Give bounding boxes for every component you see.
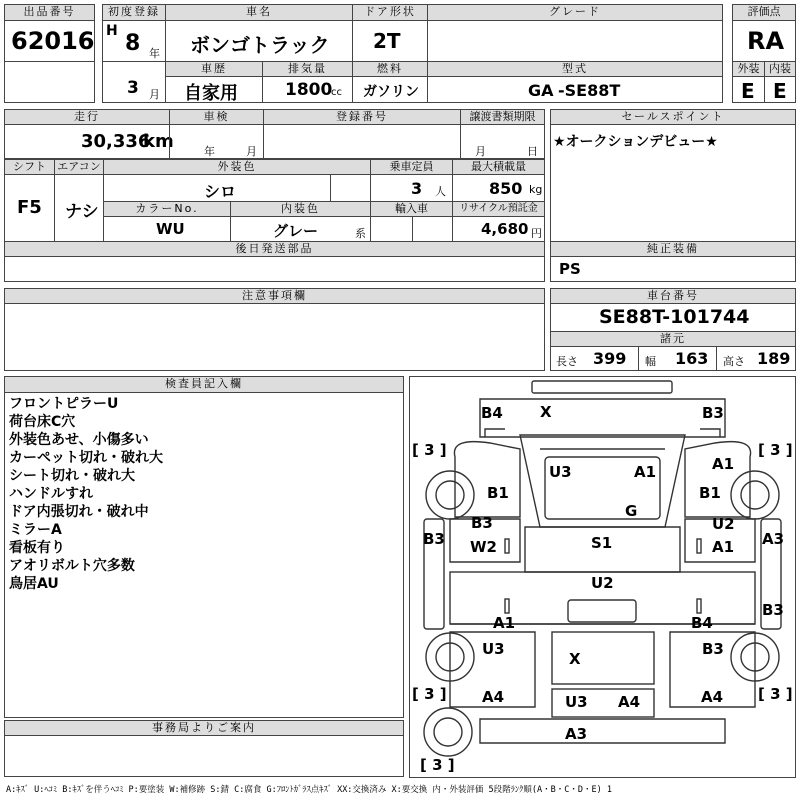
grade-cell bbox=[427, 20, 723, 62]
fuel: ガソリン bbox=[363, 84, 419, 100]
dmg-a4-rear-right: A4 bbox=[701, 688, 724, 706]
remark-line: シート切れ・破れ大 bbox=[9, 468, 135, 484]
height-cell bbox=[716, 346, 796, 371]
sales-point: ★オークションデビュー★ bbox=[553, 134, 718, 150]
max-load-cell bbox=[452, 174, 545, 202]
remark-line: ハンドルすれ bbox=[9, 486, 93, 502]
capacity-unit: 人 bbox=[435, 185, 446, 198]
max-load-unit: kg bbox=[529, 183, 543, 196]
aircon-header: エアコン bbox=[54, 159, 104, 175]
sales-point-header: セールスポイント bbox=[550, 109, 796, 125]
grade-header: グレード bbox=[427, 4, 723, 21]
fuel-header: 燃料 bbox=[352, 61, 428, 77]
ext-color-cell bbox=[103, 174, 331, 202]
dmg-a3-bumper: A3 bbox=[565, 725, 588, 743]
exterior-grade-cell bbox=[732, 76, 765, 103]
dmg-b3-top: B3 bbox=[702, 404, 724, 422]
inspection-month-unit: 月 bbox=[246, 145, 257, 158]
interior-header: 内装 bbox=[764, 61, 796, 77]
tire-rl: [ 3 ] bbox=[412, 685, 447, 703]
length-label: 長さ bbox=[556, 355, 578, 368]
dmg-b3-left-door: B3 bbox=[471, 514, 493, 532]
mileage-unit: km bbox=[143, 131, 174, 152]
remark-line: ドア内張切れ・破れ中 bbox=[9, 504, 149, 520]
first-reg-month: 3 bbox=[127, 78, 139, 98]
chassis-no: SE88T-101744 bbox=[599, 306, 750, 328]
recycle-unit: 円 bbox=[531, 227, 542, 240]
mileage-header: 走行 bbox=[4, 109, 170, 125]
color-no: WU bbox=[156, 220, 185, 238]
tire-rr: [ 3 ] bbox=[758, 685, 793, 703]
chassis-no-cell bbox=[550, 303, 796, 332]
ext-color-header: 外装色 bbox=[103, 159, 371, 175]
ext-color-extra bbox=[330, 174, 371, 202]
car-name-cell bbox=[165, 20, 353, 62]
lot-no-blank bbox=[4, 61, 95, 103]
displacement-unit: cc bbox=[331, 87, 342, 98]
interior-grade-cell bbox=[764, 76, 796, 103]
model-header: 型式 bbox=[427, 61, 723, 77]
dmg-b1-right: B1 bbox=[699, 484, 721, 502]
remark-line: カーペット切れ・破れ大 bbox=[9, 450, 163, 466]
month-unit: 月 bbox=[149, 88, 160, 101]
remark-line: 外装色あせ、小傷多い bbox=[9, 432, 149, 448]
dmg-g: G bbox=[625, 502, 638, 520]
dmg-s1: S1 bbox=[591, 534, 613, 552]
fuel-cell bbox=[352, 76, 428, 103]
model-cell bbox=[427, 76, 723, 103]
dmg-u3-gate: U3 bbox=[565, 693, 588, 711]
era: H bbox=[106, 23, 118, 39]
import-cell-b bbox=[412, 216, 453, 242]
dmg-b4-top: B4 bbox=[481, 404, 503, 422]
recycle-cell bbox=[452, 216, 545, 242]
import-header: 輸入車 bbox=[370, 201, 453, 217]
legend: A:ｷｽﾞ U:ﾍｺﾐ B:ｷｽﾞを伴うﾍｺﾐ P:要塗装 W:補修跡 S:錆 C:腐食 G:ﾌﾛﾝﾄｶﾞﾗｽ点ｷｽﾞ XX:交換済み X:要交換 内・外装評価 5段階ﾗﾝｸ順(A・B・C・D・E) 1 bbox=[6, 785, 612, 795]
dmg-x-top: X bbox=[540, 403, 552, 421]
int-color-cell bbox=[230, 216, 371, 242]
dmg-u2-center: U2 bbox=[591, 574, 614, 592]
color-no-cell bbox=[103, 216, 231, 242]
dmg-a1-roof: A1 bbox=[634, 463, 657, 481]
history-header: 車歴 bbox=[165, 61, 263, 77]
shift: F5 bbox=[17, 197, 42, 218]
capacity-cell bbox=[370, 174, 453, 202]
office-cell bbox=[4, 735, 404, 777]
first-reg-cell bbox=[102, 20, 166, 62]
capacity: 3 bbox=[411, 179, 423, 198]
interior-grade: E bbox=[773, 79, 787, 103]
dmg-b3-rear: B3 bbox=[702, 640, 724, 658]
dmg-a3-right-side: A3 bbox=[762, 530, 785, 548]
inspector-cell bbox=[4, 392, 404, 718]
tire-fr: [ 3 ] bbox=[758, 441, 793, 459]
later-parts-cell bbox=[4, 256, 545, 282]
remark-line: ミラーA bbox=[9, 522, 62, 538]
month-cell bbox=[102, 61, 166, 103]
genuine-equip: PS bbox=[559, 260, 581, 278]
dmg-b4-bed: B4 bbox=[691, 614, 713, 632]
aircon-cell bbox=[54, 174, 104, 242]
dmg-b3-left-side: B3 bbox=[423, 530, 445, 548]
capacity-header: 乗車定員 bbox=[370, 159, 453, 175]
door-type-header: ドア形状 bbox=[352, 4, 428, 21]
max-load-header: 最大積載量 bbox=[452, 159, 545, 175]
dmg-u3-roof: U3 bbox=[549, 463, 572, 481]
length: 399 bbox=[593, 349, 627, 368]
inspection-cell bbox=[169, 124, 264, 159]
mileage: 30,336 bbox=[81, 131, 151, 152]
displacement: 1800 bbox=[285, 80, 333, 100]
dimensions-header: 諸元 bbox=[550, 331, 796, 347]
first-reg-year: 8 bbox=[125, 31, 141, 56]
dmg-a1-bed: A1 bbox=[493, 614, 516, 632]
first-reg-header: 初度登録 bbox=[102, 4, 166, 21]
int-color-suffix: 系 bbox=[355, 227, 366, 240]
remark-line: 荷台床C穴 bbox=[9, 414, 76, 430]
dmg-w2: W2 bbox=[470, 538, 497, 556]
sales-point-cell bbox=[550, 124, 796, 242]
max-load: 850 bbox=[489, 179, 523, 198]
transfer-day-unit: 日 bbox=[527, 145, 538, 158]
color-no-header: カラーNo. bbox=[103, 201, 231, 217]
notes-header: 注意事項欄 bbox=[4, 288, 545, 304]
lot-no-header: 出品番号 bbox=[4, 4, 95, 21]
width-label: 幅 bbox=[645, 355, 656, 368]
car-name-header: 車名 bbox=[165, 4, 353, 21]
remark-line: 鳥居AU bbox=[9, 576, 59, 592]
displacement-header: 排気量 bbox=[262, 61, 353, 77]
height-label: 高さ bbox=[723, 355, 745, 368]
exterior-grade: E bbox=[741, 79, 755, 103]
later-parts-header: 後日発送部品 bbox=[4, 241, 545, 257]
tire-fl: [ 3 ] bbox=[412, 441, 447, 459]
mileage-cell bbox=[4, 124, 174, 159]
dmg-a4-rear-left: A4 bbox=[482, 688, 505, 706]
door-type-cell bbox=[352, 20, 428, 62]
lot-no-cell bbox=[4, 20, 95, 62]
shift-header: シフト bbox=[4, 159, 55, 175]
model-prefix: GA bbox=[528, 81, 554, 100]
recycle: 4,680 bbox=[481, 220, 529, 238]
dmg-b1-left: B1 bbox=[487, 484, 509, 502]
reg-no-cell bbox=[263, 124, 461, 159]
history-cell bbox=[165, 76, 263, 103]
ext-color: シロ bbox=[204, 182, 237, 201]
score-header: 評価点 bbox=[732, 4, 796, 21]
remark-line: アオリボルト穴多数 bbox=[9, 558, 135, 574]
dmg-u2-right: U2 bbox=[712, 515, 735, 533]
genuine-equip-header: 純正装備 bbox=[550, 241, 796, 257]
int-color: グレー bbox=[273, 222, 319, 240]
genuine-equip-cell bbox=[550, 256, 796, 282]
remark-line: フロントピラーU bbox=[9, 396, 119, 412]
length-cell bbox=[550, 346, 639, 371]
dmg-a4-gate: A4 bbox=[618, 693, 641, 711]
import-cell-a bbox=[370, 216, 413, 242]
aircon: ナシ bbox=[65, 202, 99, 222]
inspector-header: 検査員記入欄 bbox=[4, 376, 404, 393]
inspection-header: 車検 bbox=[169, 109, 264, 125]
lot-no: 62016 bbox=[11, 27, 95, 55]
dmg-b3-right-side: B3 bbox=[762, 601, 784, 619]
door-type: 2T bbox=[373, 29, 401, 53]
transfer-cell bbox=[460, 124, 545, 159]
exterior-header: 外装 bbox=[732, 61, 765, 77]
history: 自家用 bbox=[184, 83, 238, 104]
inspection-year-unit: 年 bbox=[204, 145, 215, 158]
dmg-u3-rear: U3 bbox=[482, 640, 505, 658]
height: 189 bbox=[757, 349, 791, 368]
score-cell bbox=[732, 20, 796, 62]
chassis-no-header: 車台番号 bbox=[550, 288, 796, 304]
year-unit: 年 bbox=[149, 47, 160, 60]
car-name: ボンゴトラック bbox=[190, 33, 330, 57]
dmg-x-center: X bbox=[569, 650, 581, 668]
recycle-header: リサイクル預託金 bbox=[452, 201, 545, 217]
remark-line: 看板有り bbox=[9, 540, 65, 556]
office-header: 事務局よりご案内 bbox=[4, 720, 404, 736]
int-color-header: 内装色 bbox=[230, 201, 371, 217]
transfer-month-unit: 月 bbox=[475, 145, 486, 158]
transfer-header: 譲渡書類期限 bbox=[460, 109, 545, 125]
reg-no-header: 登録番号 bbox=[263, 109, 461, 125]
displacement-cell bbox=[262, 76, 353, 103]
model: -SE88T bbox=[558, 81, 621, 100]
dmg-a1-fender: A1 bbox=[712, 455, 735, 473]
width-cell bbox=[638, 346, 717, 371]
damage-diagram bbox=[409, 376, 796, 778]
score: RA bbox=[747, 27, 785, 55]
tire-spare: [ 3 ] bbox=[420, 756, 455, 774]
width: 163 bbox=[675, 349, 709, 368]
notes-cell bbox=[4, 303, 545, 371]
dmg-a1-right-door: A1 bbox=[712, 538, 735, 556]
shift-cell bbox=[4, 174, 55, 242]
